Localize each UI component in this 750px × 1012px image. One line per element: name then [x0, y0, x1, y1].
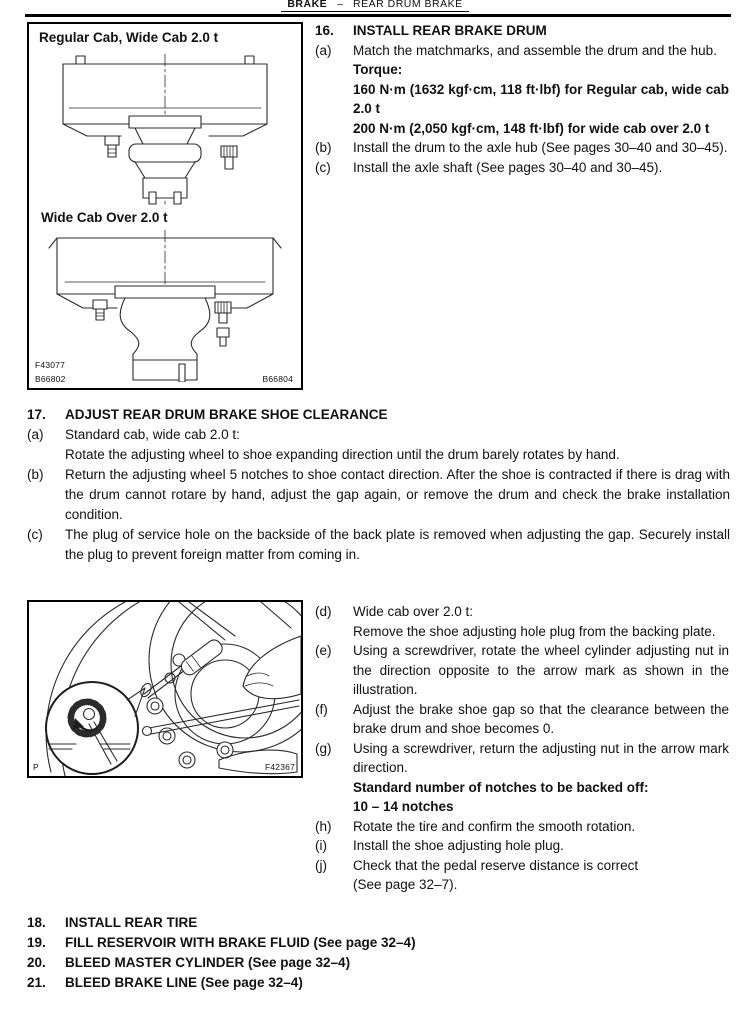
item-17i-text: Install the shoe adjusting hole plug.: [353, 838, 564, 853]
figure-drum-box: [27, 22, 303, 390]
figure-code-b66802: B66802: [35, 374, 66, 384]
step-16-item-a: [315, 41, 729, 139]
drum-regular-cab-drawing: [29, 48, 301, 208]
shoe-adjusting-drawing: [29, 602, 301, 776]
step-17-item-b: [27, 465, 730, 525]
item-17d-label: (d): [315, 604, 332, 619]
step-17-block-right: [315, 602, 729, 895]
step-21: [27, 973, 730, 993]
step-16-item-c: [315, 158, 729, 178]
item-17j-line1: Check that the pedal reserve distance is correct: [353, 857, 639, 873]
item-17b-label: (b): [27, 467, 44, 482]
item-a-text: Match the matchmarks, and assemble the drum and the hub.: [353, 42, 717, 58]
drum-wide-cab-drawing: [29, 228, 301, 382]
item-17e-label: (e): [315, 643, 332, 658]
notches-value: 10 – 14 notches: [353, 799, 454, 814]
notches-label: Standard number of notches to be backed off:: [353, 779, 649, 795]
item-17g-text: Using a screwdriver, return the adjusting nut in the arrow mark direction.: [353, 740, 729, 775]
item-17a-line2: Rotate the adjusting wheel to shoe expanding direction until the drum barely rotates by hand.: [65, 447, 620, 462]
item-17b-text: Return the adjusting wheel 5 notches to shoe contact direction. After the shoe is contracted if there is drag with the drum cannot rotare by hand, adjust the gap again, or remove the drum and check the brake installation condition.: [65, 467, 730, 522]
header-rule: [25, 14, 731, 17]
bottom-steps: [27, 913, 730, 993]
figure-code-f42367: F42367: [264, 762, 295, 772]
step-18-title: INSTALL REAR TIRE: [65, 915, 198, 930]
header-dash: –: [337, 0, 344, 10]
item-17e-text: Using a screwdriver, rotate the wheel cylinder adjusting nut in the direction opposite to the arrow mark as shown in the illustration.: [353, 643, 729, 697]
item-17j-line2: (See page 32–7).: [353, 877, 458, 892]
step-18: [27, 913, 730, 933]
item-17c-label: (c): [27, 527, 43, 542]
step-21-number: 21.: [27, 975, 46, 990]
step-17-item-g: [315, 739, 729, 817]
item-b-label: (b): [315, 140, 332, 155]
header-subsection: REAR DRUM BRAKE: [353, 0, 463, 10]
item-17f-label: (f): [315, 701, 328, 717]
item-c-label: (c): [315, 159, 331, 175]
step-20-title: BLEED MASTER CYLINDER (See page 32–4): [65, 955, 351, 970]
step-17-item-d: [315, 602, 729, 641]
item-c-text: Install the axle shaft (See pages 30–40 and 30–45).: [353, 159, 663, 175]
step-17-item-c: [27, 525, 730, 565]
step-18-number: 18.: [27, 915, 46, 930]
figure-label-regular-cab: Regular Cab, Wide Cab 2.0 t: [39, 30, 219, 45]
item-17d-line1: Wide cab over 2.0 t:: [353, 604, 474, 619]
item-17d-line2: Remove the shoe adjusting hole plug from the backing plate.: [353, 623, 716, 639]
step-17-number: 17.: [27, 407, 46, 422]
item-17c-text: The plug of service hole on the backside of the back plate is removed when adjusting the gap. Securely install the plug to prevent foreign matter from coming in.: [65, 527, 730, 562]
figure-code-p: P: [33, 762, 39, 772]
torque-label: Torque:: [353, 62, 403, 77]
step-17-title: ADJUST REAR DRUM BRAKE SHOE CLEARANCE: [65, 407, 388, 422]
item-b-text: Install the drum to the axle hub (See pages 30–40 and 30–45).: [353, 140, 728, 155]
step-19-title: FILL RESERVOIR WITH BRAKE FLUID (See page 32–4): [65, 935, 416, 950]
figure-label-wide-cab: Wide Cab Over 2.0 t: [41, 210, 168, 225]
step-19-number: 19.: [27, 935, 46, 950]
item-17g-label: (g): [315, 740, 332, 756]
step-17-block: [27, 405, 730, 565]
item-17a-label: (a): [27, 427, 44, 442]
step-20-number: 20.: [27, 955, 46, 970]
figure-code-f43077: F43077: [35, 360, 66, 370]
step-16-number: 16.: [315, 23, 334, 38]
step-16-title: INSTALL REAR BRAKE DRUM: [353, 23, 547, 38]
step-16-block: [315, 21, 729, 177]
step-21-title: BLEED BRAKE LINE (See page 32–4): [65, 975, 303, 990]
step-20: [27, 953, 730, 973]
torque-spec-1: 160 N·m (1632 kgf·cm, 118 ft·lbf) for Regular cab, wide cab 2.0 t: [353, 81, 729, 116]
item-a-label: (a): [315, 42, 332, 58]
step-17-item-i: [315, 836, 729, 856]
figure-adjusting-box: [27, 600, 303, 778]
torque-spec-2: 200 N·m (2,050 kgf·cm, 148 ft·lbf) for wide cab over 2.0 t: [353, 120, 710, 136]
page-header: [0, 0, 750, 12]
item-17h-label: (h): [315, 818, 332, 834]
item-17f-text: Adjust the brake shoe gap so that the clearance between the brake drum and shoe becomes 0.: [353, 701, 729, 736]
step-17-item-f: [315, 700, 729, 739]
item-17a-line1: Standard cab, wide cab 2.0 t:: [65, 427, 240, 442]
figure-code-b66804: B66804: [262, 374, 293, 384]
step-17-item-h: [315, 817, 729, 837]
step-19: [27, 933, 730, 953]
item-17i-label: (i): [315, 838, 327, 853]
item-17j-label: (j): [315, 857, 327, 873]
step-17-item-e: [315, 641, 729, 700]
step-16-item-b: [315, 138, 729, 158]
header-section: BRAKE: [287, 0, 328, 10]
step-17-item-j: [315, 856, 729, 895]
step-17-item-a: [27, 425, 730, 465]
item-17h-text: Rotate the tire and confirm the smooth rotation.: [353, 818, 636, 834]
